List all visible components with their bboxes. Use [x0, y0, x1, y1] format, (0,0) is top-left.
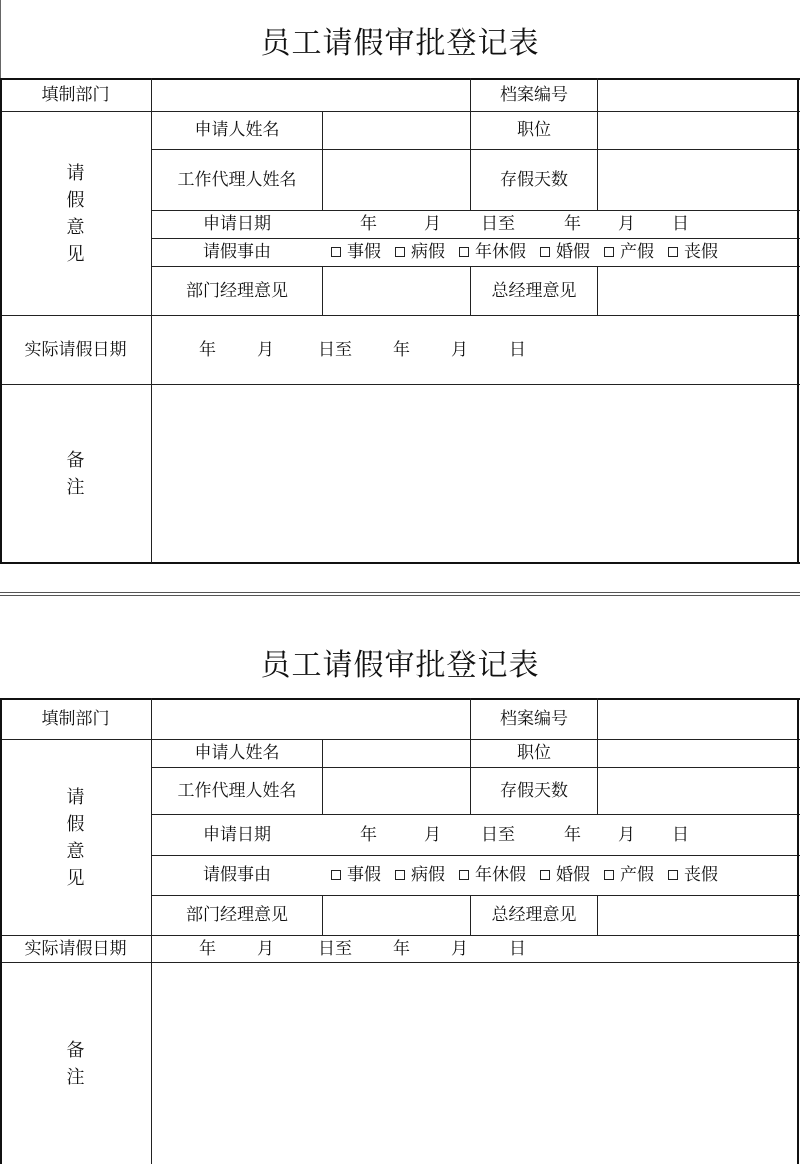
date-part: 年: [393, 938, 410, 959]
option-label: 丧假: [684, 242, 718, 263]
date-part: 日至: [481, 824, 515, 845]
checkbox-icon[interactable]: [540, 870, 550, 880]
reason-option-marriage[interactable]: [540, 242, 590, 262]
checkbox-icon[interactable]: [331, 870, 341, 880]
agent-name-input[interactable]: [323, 150, 470, 210]
date-part: 日: [672, 824, 689, 845]
date-part: 日至: [318, 339, 352, 360]
leave-opinion-char: 意: [66, 840, 85, 862]
applicant-name-input[interactable]: [323, 740, 470, 767]
option-label: 年休假: [475, 242, 526, 263]
date-part: 月: [618, 824, 635, 845]
date-part: 年: [199, 938, 216, 959]
leave-form-1: [0, 0, 800, 565]
saved-days-input[interactable]: [598, 768, 797, 814]
date-part: 日至: [318, 938, 352, 959]
option-label: 病假: [411, 242, 445, 263]
leave-opinion-char: 假: [66, 813, 85, 835]
agent-name-label: 工作代理人姓名: [177, 780, 297, 801]
agent-name-label: 工作代理人姓名: [177, 169, 297, 190]
actual-leave-date-range[interactable]: [152, 316, 797, 384]
position-label: 职位: [517, 120, 551, 141]
leave-opinion-char: 请: [66, 162, 85, 184]
option-label: 产假: [620, 242, 654, 263]
option-label: 病假: [411, 865, 445, 886]
option-label: 产假: [620, 865, 654, 886]
checkbox-icon[interactable]: [668, 870, 678, 880]
apply-date-label: 申请日期: [203, 214, 271, 235]
checkbox-icon[interactable]: [459, 870, 469, 880]
date-part: 月: [451, 938, 468, 959]
leave-opinion-label: [0, 112, 151, 315]
remarks-label: [0, 963, 151, 1164]
applicant-name-input[interactable]: [323, 112, 470, 149]
leave-reason-options: [323, 856, 797, 895]
archive-number-label: 档案编号: [500, 708, 568, 729]
reason-option-marriage[interactable]: [540, 865, 590, 885]
option-label: 年休假: [475, 865, 526, 886]
date-part: 月: [424, 824, 441, 845]
actual-leave-date-label: 实际请假日期: [24, 938, 127, 959]
applicant-name-label: 申请人姓名: [194, 743, 280, 764]
option-label: 婚假: [556, 242, 590, 263]
position-input[interactable]: [598, 112, 797, 149]
date-part: 日至: [481, 214, 515, 235]
reason-option-funeral[interactable]: [668, 865, 718, 885]
remarks-char: 备: [66, 1039, 85, 1061]
reason-option-funeral[interactable]: [668, 242, 718, 262]
remarks-char: 注: [66, 1066, 85, 1088]
apply-date-range[interactable]: [323, 815, 797, 855]
actual-leave-date-label: 实际请假日期: [24, 339, 127, 360]
gm-opinion-label: 总经理意见: [491, 905, 577, 926]
leave-opinion-char: 见: [66, 867, 85, 889]
saved-days-label: 存假天数: [500, 169, 568, 190]
form-2-right-border: [797, 698, 799, 1164]
leave-opinion-char: 假: [66, 189, 85, 211]
leave-opinion-char: 意: [66, 216, 85, 238]
form-1-right-border: [797, 78, 799, 564]
date-part: 月: [618, 214, 635, 235]
reason-option-personal[interactable]: [331, 242, 381, 262]
form-1-title: 员工请假审批登记表: [260, 26, 540, 61]
remarks-char: 备: [66, 449, 85, 471]
date-part: 月: [424, 214, 441, 235]
form-1-bottom-border: [0, 562, 800, 564]
reason-option-maternity[interactable]: [604, 242, 654, 262]
checkbox-icon[interactable]: [604, 247, 614, 257]
archive-number-label: 档案编号: [500, 84, 568, 105]
checkbox-icon[interactable]: [540, 247, 550, 257]
dept-input[interactable]: [152, 79, 470, 111]
actual-leave-date-range[interactable]: [152, 936, 797, 962]
dept-manager-opinion-input[interactable]: [323, 267, 470, 315]
reason-option-annual[interactable]: [459, 242, 526, 262]
applicant-name-label: 申请人姓名: [194, 120, 280, 141]
remarks-char: 注: [66, 476, 85, 498]
reason-option-personal[interactable]: [331, 865, 381, 885]
checkbox-icon[interactable]: [604, 870, 614, 880]
position-label: 职位: [517, 743, 551, 764]
checkbox-icon[interactable]: [395, 247, 405, 257]
gm-opinion-label: 总经理意见: [491, 280, 577, 301]
dept-manager-opinion-label: 部门经理意见: [186, 905, 288, 926]
date-part: 月: [257, 938, 274, 959]
date-part: 年: [360, 824, 377, 845]
remarks-label: [0, 385, 151, 562]
remarks-input[interactable]: [152, 385, 797, 562]
reason-option-sick[interactable]: [395, 865, 445, 885]
dept-input[interactable]: [152, 699, 470, 739]
checkbox-icon[interactable]: [395, 870, 405, 880]
apply-date-range[interactable]: [323, 211, 797, 238]
leave-opinion-label: [0, 740, 151, 935]
dept-label: 填制部门: [41, 84, 110, 105]
checkbox-icon[interactable]: [668, 247, 678, 257]
leave-reason-options: [323, 239, 797, 266]
leave-reason-label: 请假事由: [203, 865, 271, 886]
checkbox-icon[interactable]: [459, 247, 469, 257]
checkbox-icon[interactable]: [331, 247, 341, 257]
leave-opinion-char: 见: [66, 243, 85, 265]
option-label: 婚假: [556, 865, 590, 886]
date-part: 年: [564, 214, 581, 235]
leave-opinion-char: 请: [66, 786, 85, 808]
option-label: 丧假: [684, 865, 718, 886]
option-label: 事假: [347, 865, 381, 886]
agent-name-input[interactable]: [323, 768, 470, 814]
saved-days-input[interactable]: [598, 150, 797, 210]
dept-manager-opinion-label: 部门经理意见: [186, 280, 288, 301]
date-part: 年: [393, 339, 410, 360]
date-part: 日: [509, 938, 526, 959]
gm-opinion-input[interactable]: [598, 896, 797, 935]
saved-days-label: 存假天数: [500, 780, 568, 801]
dept-manager-opinion-input[interactable]: [323, 896, 470, 935]
reason-option-sick[interactable]: [395, 242, 445, 262]
date-part: 年: [564, 824, 581, 845]
position-input[interactable]: [598, 740, 797, 767]
reason-option-maternity[interactable]: [604, 865, 654, 885]
dept-label: 填制部门: [41, 708, 110, 729]
gm-opinion-input[interactable]: [598, 267, 797, 315]
form-2-title: 员工请假审批登记表: [260, 648, 540, 683]
date-part: 年: [360, 214, 377, 235]
apply-date-label: 申请日期: [203, 824, 271, 845]
archive-number-input[interactable]: [598, 699, 797, 739]
option-label: 事假: [347, 242, 381, 263]
archive-number-input[interactable]: [598, 79, 797, 111]
date-part: 年: [199, 339, 216, 360]
leave-form-2: [0, 596, 800, 1164]
date-part: 日: [509, 339, 526, 360]
date-part: 日: [672, 214, 689, 235]
reason-option-annual[interactable]: [459, 865, 526, 885]
date-part: 月: [257, 339, 274, 360]
remarks-input[interactable]: [152, 963, 797, 1164]
leave-reason-label: 请假事由: [203, 242, 271, 263]
date-part: 月: [451, 339, 468, 360]
